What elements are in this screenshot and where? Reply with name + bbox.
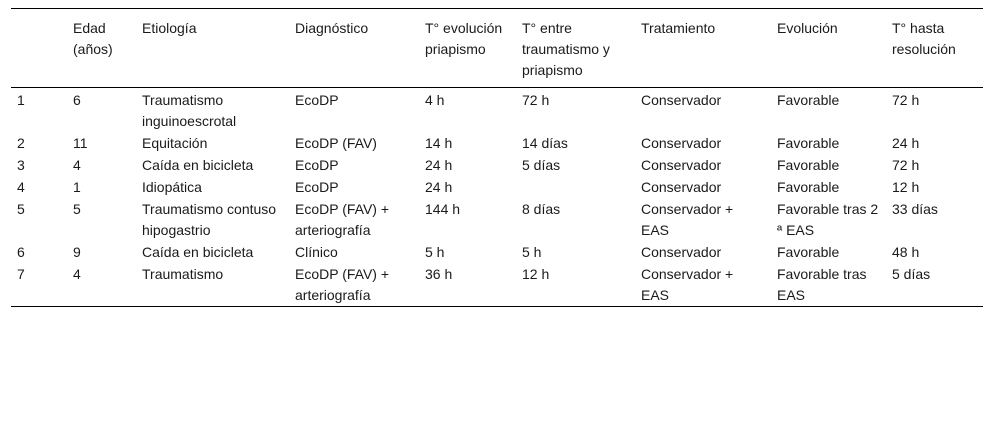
table-row <box>11 154 983 176</box>
cell-treatment: Conservador + EAS <box>641 266 734 303</box>
table-row <box>11 241 983 263</box>
cell-etiology: Traumatismo contuso hipogastrio <box>142 201 277 238</box>
cell-diagnosis: EcoDP (FAV) <box>295 135 377 151</box>
cell-etiology: Traumatismo inguinoescrotal <box>142 92 237 129</box>
cell-treatment: Conservador <box>641 92 722 108</box>
cell-age: 6 <box>73 92 81 108</box>
table-row <box>11 198 983 241</box>
cell-treatment: Conservador <box>641 179 722 195</box>
cell-time-to-resolution: 5 días <box>892 266 931 282</box>
table-row <box>11 88 983 133</box>
cell-etiology: Caída en bicicleta <box>142 157 254 173</box>
cell-outcome: Favorable <box>777 179 840 195</box>
cell-etiology: Idiopática <box>142 179 202 195</box>
cell-time-to-resolution: 33 días <box>892 201 938 217</box>
table-row <box>11 132 983 154</box>
cell-treatment: Conservador <box>641 244 722 260</box>
cell-age: 4 <box>73 266 81 282</box>
table-row <box>11 176 983 198</box>
cell-etiology: Caída en bicicleta <box>142 244 254 260</box>
cell-case-number: 1 <box>17 92 25 108</box>
cell-diagnosis: EcoDP <box>295 179 339 195</box>
cell-etiology: Traumatismo <box>142 266 224 282</box>
cell-time-to-resolution: 72 h <box>892 157 920 173</box>
cell-diagnosis: EcoDP (FAV) + arteriografía <box>295 266 390 303</box>
cell-age: 4 <box>73 157 81 173</box>
cell-age: 5 <box>73 201 81 217</box>
column-header-diagnosis: Diagnóstico <box>295 20 369 36</box>
cases-table <box>11 8 983 307</box>
table-body <box>11 88 983 307</box>
cell-age: 11 <box>73 135 88 151</box>
column-header-outcome: Evolución <box>777 20 838 36</box>
cell-case-number: 5 <box>17 201 25 217</box>
cell-outcome: Favorable <box>777 157 840 173</box>
column-header-trauma-to-priapism: T° entre traumatismo y priapismo <box>522 20 610 78</box>
cell-diagnosis: EcoDP <box>295 92 339 108</box>
cell-trauma-to-priapism: 72 h <box>522 92 550 108</box>
cell-priapism-duration: 144 h <box>425 201 461 217</box>
cell-age: 9 <box>73 244 81 260</box>
cell-treatment: Conservador <box>641 135 722 151</box>
cell-priapism-duration: 14 h <box>425 135 453 151</box>
cell-case-number: 6 <box>17 244 25 260</box>
column-header-etiology: Etiología <box>142 20 197 36</box>
cell-outcome: Favorable <box>777 135 840 151</box>
cell-trauma-to-priapism: 5 días <box>522 157 561 173</box>
cell-trauma-to-priapism: 5 h <box>522 244 542 260</box>
cell-priapism-duration: 24 h <box>425 179 453 195</box>
cell-trauma-to-priapism <box>516 176 635 198</box>
cell-time-to-resolution: 12 h <box>892 179 920 195</box>
cell-outcome: Favorable <box>777 244 840 260</box>
table-header-row <box>11 9 983 88</box>
cell-case-number: 4 <box>17 179 25 195</box>
cell-case-number: 7 <box>17 266 25 282</box>
cell-outcome: Favorable tras EAS <box>777 266 867 303</box>
cell-age: 1 <box>73 179 81 195</box>
cell-treatment: Conservador <box>641 157 722 173</box>
cell-time-to-resolution: 72 h <box>892 92 920 108</box>
cell-outcome: Favorable <box>777 92 840 108</box>
cell-priapism-duration: 24 h <box>425 157 453 173</box>
column-header-treatment: Tratamiento <box>641 20 716 36</box>
cell-trauma-to-priapism: 12 h <box>522 266 550 282</box>
cell-outcome: Favorable tras 2 ª EAS <box>777 201 879 238</box>
cell-diagnosis: EcoDP <box>295 157 339 173</box>
column-header-priapism-duration: T° evolución priapismo <box>425 20 503 57</box>
cell-etiology: Equitación <box>142 135 208 151</box>
cell-priapism-duration: 36 h <box>425 266 453 282</box>
cell-trauma-to-priapism: 8 días <box>522 201 561 217</box>
table-row <box>11 263 983 307</box>
column-header-age: Edad (años) <box>73 20 113 57</box>
column-header-case-number <box>11 9 67 88</box>
cell-diagnosis: EcoDP (FAV) + arteriografía <box>295 201 390 238</box>
cell-time-to-resolution: 24 h <box>892 135 920 151</box>
cell-trauma-to-priapism: 14 días <box>522 135 568 151</box>
cell-case-number: 3 <box>17 157 25 173</box>
cell-treatment: Conservador + EAS <box>641 201 734 238</box>
cell-diagnosis: Clínico <box>295 244 338 260</box>
cell-priapism-duration: 5 h <box>425 244 445 260</box>
column-header-time-to-resolution: T° hasta resolución <box>892 20 956 57</box>
cell-case-number: 2 <box>17 135 25 151</box>
cell-priapism-duration: 4 h <box>425 92 445 108</box>
cell-time-to-resolution: 48 h <box>892 244 920 260</box>
